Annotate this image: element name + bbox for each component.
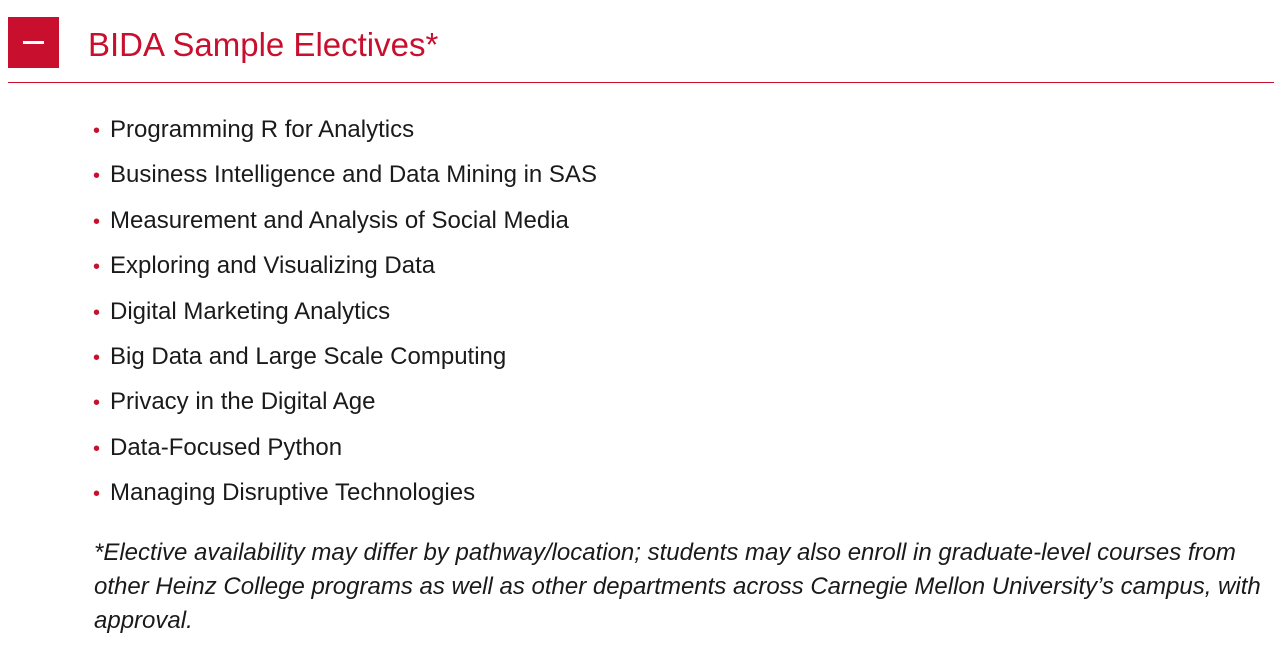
elective-label: Managing Disruptive Technologies: [110, 479, 476, 507]
bullet-icon: •: [93, 392, 101, 415]
bullet-icon: •: [93, 346, 101, 369]
accordion-header[interactable]: [8, 17, 1274, 83]
elective-label: Business Intelligence and Data Mining in SAS: [110, 161, 597, 189]
bullet-icon: •: [93, 301, 101, 324]
list-item: [93, 379, 597, 424]
elective-label: Big Data and Large Scale Computing: [110, 342, 507, 370]
list-item: [93, 470, 597, 515]
minus-icon: [23, 41, 44, 44]
collapse-toggle-button[interactable]: [8, 17, 59, 68]
bullet-icon: •: [93, 120, 101, 142]
list-item: [93, 152, 597, 197]
bullet-icon: •: [93, 165, 101, 188]
elective-label: Programming R for Analytics: [110, 116, 415, 143]
list-item: [93, 107, 597, 152]
elective-label: Exploring and Visualizing Data: [110, 252, 436, 280]
section-title: BIDA Sample Electives*: [88, 26, 439, 63]
list-item: [93, 243, 597, 288]
electives-list: [93, 107, 597, 516]
bullet-icon: •: [93, 210, 101, 233]
elective-label: Digital Marketing Analytics: [110, 297, 391, 325]
bullet-icon: •: [93, 256, 101, 279]
bullet-icon: •: [93, 483, 101, 506]
elective-label: Data-Focused Python: [110, 433, 343, 461]
elective-label: Measurement and Analysis of Social Media: [110, 206, 569, 234]
bullet-icon: •: [93, 437, 101, 460]
elective-footnote: *Elective availability may differ by pathway/location; students may also enroll in graduate-level courses from other Heinz College programs as well as other departments across Carnegie Mellon University’s campus, with approval.: [94, 539, 1261, 634]
list-item: [93, 425, 597, 470]
elective-label: Privacy in the Digital Age: [110, 388, 376, 416]
list-item: [93, 289, 597, 334]
list-item: [93, 198, 597, 243]
list-item: [93, 334, 597, 379]
